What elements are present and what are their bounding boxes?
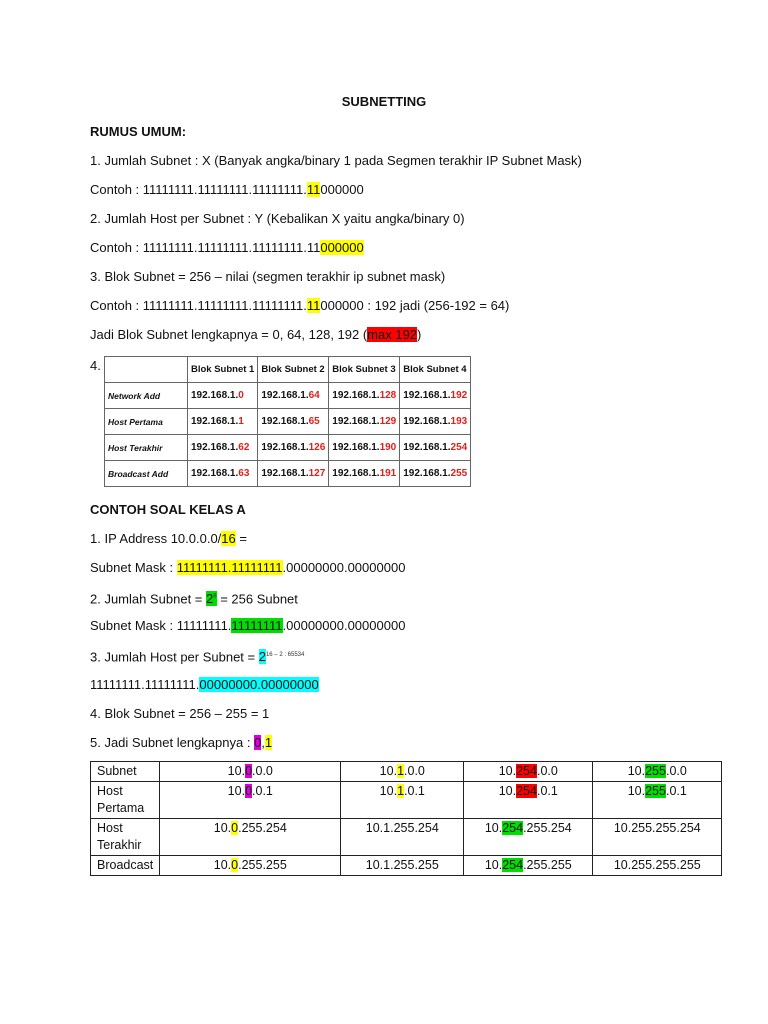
- highlight: 0: [231, 858, 239, 872]
- contoh-2: Contoh : 11111111.11111111.11111111.11000000: [90, 240, 364, 255]
- table-cell: 192.168.1.62: [188, 435, 258, 461]
- table-cell: 10.1.0.0: [341, 762, 464, 782]
- table-cell: 10.254.255.255: [464, 856, 593, 876]
- table-cell: 10.1.255.254: [341, 819, 464, 856]
- table-cell: 10.0.0.1: [160, 782, 341, 819]
- row-label: Host Pertama: [105, 409, 188, 435]
- table-cell: 10.0.255.255: [160, 856, 341, 876]
- highlight: 255: [645, 764, 666, 778]
- table-cell: 192.168.1.1: [188, 409, 258, 435]
- row-label: Broadcast: [91, 856, 160, 876]
- table-cell: 10.255.0.0: [593, 762, 722, 782]
- table-cell: 10.0.0.0: [160, 762, 341, 782]
- table-cell: 192.168.1.192: [400, 383, 471, 409]
- highlight: 254: [516, 784, 537, 798]
- column-header: Blok Subnet 3: [329, 357, 400, 383]
- table-cell: 10.255.255.255: [593, 856, 722, 876]
- table-row: [91, 762, 722, 782]
- row-label: Host Pertama: [91, 782, 160, 819]
- highlight: 1: [397, 784, 405, 798]
- table-cell: 10.255.0.1: [593, 782, 722, 819]
- rumus-heading: RUMUS UMUM:: [90, 124, 187, 139]
- table-cell: 192.168.1.129: [329, 409, 400, 435]
- table-cell: 192.168.1.63: [188, 461, 258, 487]
- column-header: Blok Subnet 1: [188, 357, 258, 383]
- table-cell: 10.254.0.0: [464, 762, 593, 782]
- kelas-a-subnet-mask-1: Subnet Mask : 11111111.11111111.00000000.00000000: [90, 560, 406, 575]
- kelas-a-step-4: 4. Blok Subnet = 256 – 255 = 1: [90, 706, 270, 721]
- table-row: [105, 461, 471, 487]
- table-cell: 10.0.255.254: [160, 819, 341, 856]
- table-cell: 10.1.0.1: [341, 782, 464, 819]
- table-row: [105, 409, 471, 435]
- column-header: Blok Subnet 2: [258, 357, 329, 383]
- highlight: 000000: [320, 240, 364, 255]
- table-cell: 192.168.1.193: [400, 409, 471, 435]
- rumus-line-2: 2. Jumlah Host per Subnet : Y (Kebalikan X yaitu angka/binary 0): [90, 211, 465, 226]
- table-row: [105, 435, 471, 461]
- highlight: max 192: [367, 327, 418, 342]
- highlight: 255: [645, 784, 666, 798]
- table-cell: 192.168.1.128: [329, 383, 400, 409]
- contoh-3: Contoh : 11111111.11111111.11111111.11000000 : 192 jadi (256-192 = 64): [90, 298, 510, 313]
- highlight: 11111111.11111111: [176, 560, 283, 575]
- highlight: 0: [254, 735, 262, 750]
- kelas-a-step-3: 3. Jumlah Host per Subnet = $2^{16 - 2 : 65534}$: [90, 649, 305, 665]
- table-cell: 192.168.1.0: [188, 383, 258, 409]
- rumus-line-1: 1. Jumlah Subnet : X (Banyak angka/binary 1 pada Segmen terakhir IP Subnet Mask): [90, 153, 582, 168]
- table-cell: 10.1.255.255: [341, 856, 464, 876]
- table-header-row: [105, 357, 471, 383]
- table-cell: 192.168.1.127: [258, 461, 329, 487]
- highlight: 0: [245, 784, 253, 798]
- kelas-a-heading: CONTOH SOAL KELAS A: [90, 502, 246, 517]
- highlight: 254: [516, 764, 537, 778]
- row-label: Broadcast Add: [105, 461, 188, 487]
- kelas-a-step-1: 1. IP Address 10.0.0.0/16 =: [90, 531, 247, 546]
- table-cell: 10.254.0.1: [464, 782, 593, 819]
- document-title: SUBNETTING: [341, 94, 427, 109]
- blok-subnet-table: [104, 356, 471, 487]
- jadi-blok-line: Jadi Blok Subnet lengkapnya = 0, 64, 128, 192 (max 192): [90, 327, 422, 342]
- rumus-line-3: 3. Blok Subnet = 256 – nilai (segmen terakhir ip subnet mask): [90, 269, 446, 284]
- row-label: Host Terakhir: [105, 435, 188, 461]
- highlight: 1: [264, 735, 273, 750]
- column-header: Blok Subnet 4: [400, 357, 471, 383]
- table-row: [91, 782, 722, 819]
- table-corner: [105, 357, 188, 383]
- row-label: Subnet: [91, 762, 160, 782]
- row-label: Host Terakhir: [91, 819, 160, 856]
- highlight: 00000000.00000000: [199, 677, 319, 692]
- highlight: 11: [306, 298, 321, 313]
- row-label: Network Add: [105, 383, 188, 409]
- highlight: 16: [221, 531, 236, 546]
- table-cell: 192.168.1.190: [329, 435, 400, 461]
- table-row: [91, 819, 722, 856]
- table-cell: 192.168.1.254: [400, 435, 471, 461]
- table-cell: 192.168.1.191: [329, 461, 400, 487]
- subnet-list-table: [90, 761, 722, 876]
- table-cell: 192.168.1.65: [258, 409, 329, 435]
- highlight: $2^8$: [206, 591, 217, 607]
- table-cell: 10.254.255.254: [464, 819, 593, 856]
- highlight: 1: [397, 764, 405, 778]
- highlight: 11: [306, 182, 321, 197]
- kelas-a-binary-host: 11111111.11111111.00000000.00000000: [90, 677, 319, 692]
- highlight: 254: [502, 858, 524, 872]
- table-row: [91, 856, 722, 876]
- table-cell: 10.255.255.254: [593, 819, 722, 856]
- kelas-a-subnet-mask-2: Subnet Mask : 11111111.11111111.00000000.00000000: [90, 618, 406, 633]
- table-cell: 192.168.1.255: [400, 461, 471, 487]
- contoh-1: Contoh : 11111111.11111111.11111111.11000000: [90, 182, 364, 197]
- highlight: 2: [258, 649, 266, 665]
- table-cell: 192.168.1.64: [258, 383, 329, 409]
- kelas-a-step-5: 5. Jadi Subnet lengkapnya : 0,1: [90, 735, 273, 750]
- highlight: 0: [231, 821, 239, 835]
- highlight: 0: [245, 764, 253, 778]
- table-row: [105, 383, 471, 409]
- item-4-marker: 4.: [90, 358, 101, 373]
- table-cell: 192.168.1.126: [258, 435, 329, 461]
- highlight: 11111111: [231, 618, 283, 633]
- kelas-a-step-2: 2. Jumlah Subnet = $2^8 = 256$ Subnet: [90, 591, 298, 607]
- highlight: 254: [502, 821, 524, 835]
